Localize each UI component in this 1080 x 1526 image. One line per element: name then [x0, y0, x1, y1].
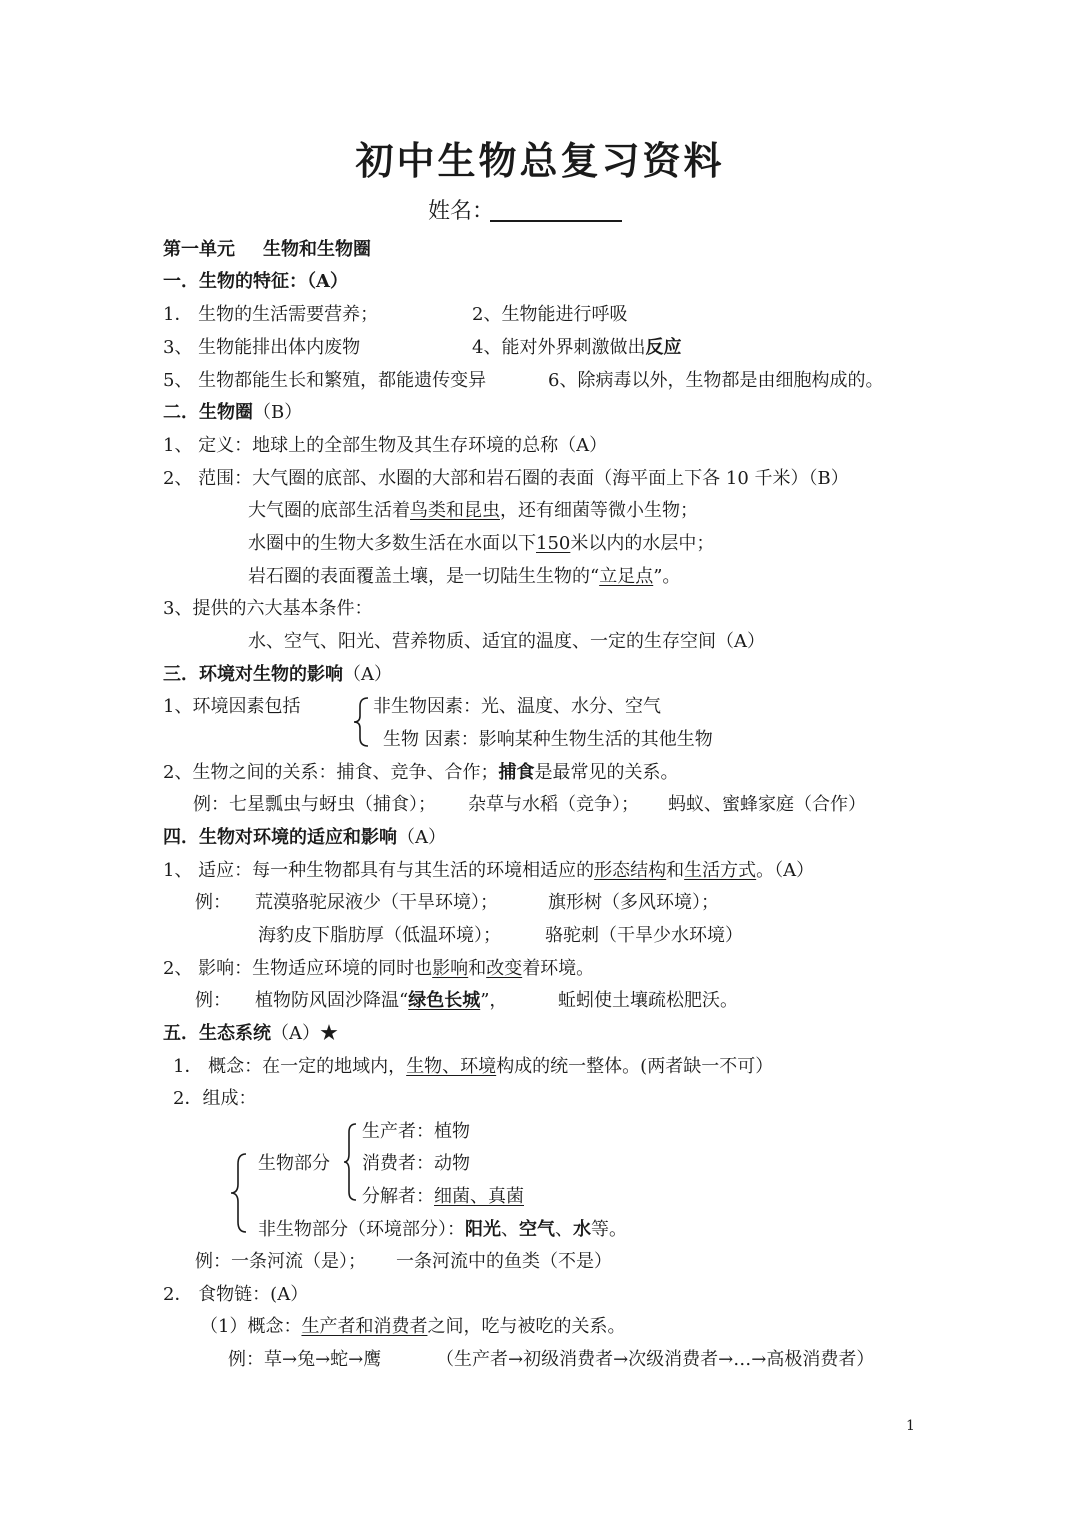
unit-label: 第一单元 — [163, 239, 235, 260]
keyword: 反应 — [645, 337, 682, 358]
list-item: 水圈中的生物大多数生活在水面以下150米以内的水层中； — [248, 533, 715, 554]
tree-leaf: 分解者：细菌、真菌 — [362, 1186, 524, 1207]
brace-icon — [352, 696, 372, 748]
example-text: 例：一条河流（是）； — [195, 1251, 366, 1272]
brace-icon — [228, 1150, 250, 1236]
example-label: 例： — [195, 990, 231, 1011]
section-heading: 四．生物对环境的适应和影响（A） — [163, 827, 446, 848]
example-label: 例： — [195, 892, 231, 913]
section-heading: 五．生态系统（A）★ — [163, 1023, 338, 1044]
example-text: 荒漠骆驼尿液少（干旱环境）； — [255, 892, 498, 913]
example-text: 海豹皮下脂肪厚（低温环境）； — [258, 925, 501, 946]
section-heading: 二．生物圈（B） — [163, 402, 303, 423]
list-item: 2、生物能进行呼吸 — [472, 304, 628, 325]
page-title: 初中生物总复习资料 — [355, 138, 725, 183]
list-item: 1、 适应：每一种生物都具有与其生活的环境相适应的形态结构和生活方式。（A） — [163, 860, 815, 881]
list-item: 2．组成： — [173, 1088, 257, 1109]
list-item: 非生物因素：光、温度、水分、空气 — [373, 696, 661, 717]
list-item: 1． 生物的生活需要营养； — [163, 304, 379, 325]
page-number: 1 — [906, 1418, 915, 1434]
tree-leaf: 生产者：植物 — [362, 1121, 470, 1142]
list-item: 2、生物之间的关系：捕食、竞争、合作；捕食是最常见的关系。 — [163, 762, 679, 783]
list-item: 3、提供的六大基本条件： — [163, 598, 373, 619]
example-text: 旗形树（多风环境）； — [548, 892, 719, 913]
brace-icon — [342, 1120, 360, 1204]
list-item: 岩石圈的表面覆盖土壤，是一切陆生生物的“立足点”。 — [248, 566, 681, 587]
list-item: 2、 范围：大气圈的底部、水圈的大部和岩石圈的表面（海平面上下各 10 千米）（B） — [163, 468, 849, 489]
list-item: 水、空气、阳光、营养物质、适宜的温度、一定的生存空间（A） — [248, 631, 765, 652]
list-item: 生物 因素：影响某种生物生活的其他生物 — [383, 729, 713, 750]
name-label: 姓名： — [428, 199, 495, 224]
list-item: 大气圈的底部生活着鸟类和昆虫，还有细菌等微小生物； — [248, 500, 698, 521]
example-text: 骆驼刺（干旱少水环境） — [545, 925, 743, 946]
list-item: 4、能对外界刺激做出反应 — [472, 337, 682, 358]
example-text: 蚯蚓使土壤疏松肥沃。 — [558, 990, 738, 1011]
example-text: 杂草与水稻（竞争）； — [468, 794, 639, 815]
example-text: 植物防风固沙降温“绿色长城”， — [255, 990, 508, 1011]
tree-leaf: 消费者：动物 — [362, 1153, 470, 1174]
section-heading: 三．环境对生物的影响（A） — [163, 664, 392, 685]
unit-heading — [163, 238, 371, 262]
list-item: 6、除病毒以外，生物都是由细胞构成的。 — [548, 370, 884, 391]
tree-node: 生物部分 — [258, 1153, 330, 1174]
list-item: （1）概念：生产者和消费者之间，吃与被吃的关系。 — [200, 1316, 626, 1337]
example-text: 例：草→兔→蛇→鹰 — [228, 1349, 382, 1370]
example-text: （生产者→初级消费者→次级消费者→…→高极消费者） — [436, 1349, 875, 1370]
example-text: 例：七星瓢虫与蚜虫（捕食）； — [193, 794, 436, 815]
section-heading: 一．生物的特征：（A） — [163, 271, 348, 292]
example-text: 一条河流中的鱼类（不是） — [396, 1251, 612, 1272]
list-item: 5、 生物都能生长和繁殖，都能遗传变异 — [163, 370, 487, 391]
list-item: 2、 影响：生物适应环境的同时也影响和改变着环境。 — [163, 958, 595, 979]
example-text: 蚂蚁、蜜蜂家庭（合作） — [668, 794, 866, 815]
list-item: 2． 食物链：(A） — [163, 1284, 309, 1305]
name-blank-line — [490, 220, 622, 222]
unit-name: 生物和生物圈 — [263, 239, 371, 260]
list-item: 3、 生物能排出体内废物 — [163, 337, 361, 358]
list-item: 1、环境因素包括 — [163, 696, 301, 717]
list-item: 1、 定义：地球上的全部生物及其生存环境的总称（A） — [163, 435, 608, 456]
tree-node: 非生物部分（环境部分）：阳光、空气、水等。 — [258, 1219, 627, 1240]
list-item: 1． 概念：在一定的地域内，生物、环境构成的统一整体。(两者缺一不可） — [173, 1056, 774, 1077]
